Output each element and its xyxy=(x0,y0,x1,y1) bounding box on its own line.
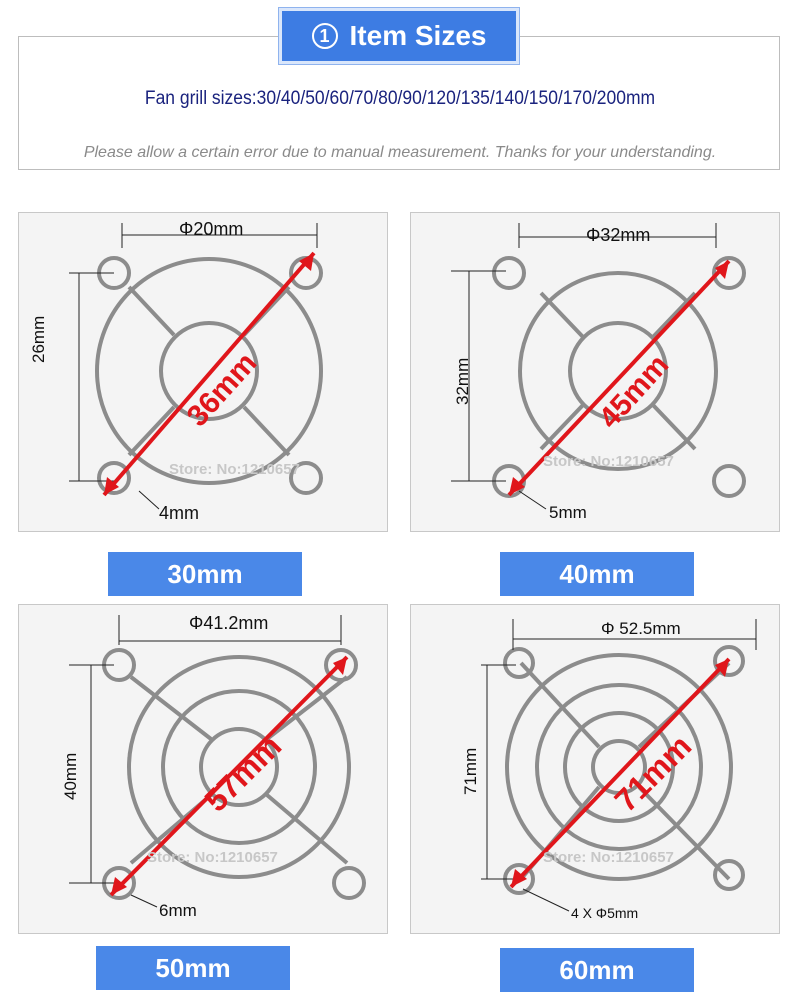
height-label: 40mm xyxy=(61,752,80,800)
height-label: 32mm xyxy=(453,357,472,405)
fan-grill-sizes-text: Fan grill sizes:30/40/50/60/70/80/90/120/135/140/150/170/200mm xyxy=(144,88,656,109)
size-label-60mm: 60mm xyxy=(500,948,694,992)
watermark: Store: No:1210657 xyxy=(169,461,300,478)
watermark: Store: No:1210657 xyxy=(543,453,674,470)
watermark: Store: No:1210657 xyxy=(147,849,278,866)
diameter-label: Φ32mm xyxy=(586,225,651,245)
size-label-50mm: 50mm xyxy=(96,946,290,990)
diagonal-label: 45mm xyxy=(592,348,676,435)
grill-panel-60mm xyxy=(410,604,780,934)
watermark: Store: No:1210657 xyxy=(543,849,674,866)
section-title: Item Sizes xyxy=(349,20,487,51)
grill-diagram-30mm xyxy=(19,213,388,532)
section-number: 1 xyxy=(312,23,338,49)
measurement-note: Please allow a certain error due to manual measurement. Thanks for your understanding. xyxy=(83,144,717,161)
diagonal-label: 71mm xyxy=(607,727,699,819)
size-label-40mm: 40mm xyxy=(500,552,694,596)
size-label-30mm: 30mm xyxy=(108,552,302,596)
grill-panel-40mm xyxy=(410,212,780,532)
diameter-label: Φ20mm xyxy=(179,219,244,239)
hole-label: 5mm xyxy=(549,503,587,522)
height-label: 71mm xyxy=(461,747,480,795)
hole-label: 6mm xyxy=(159,901,197,920)
grill-panel-30mm xyxy=(18,212,388,532)
title-badge xyxy=(279,8,519,64)
hole-label: 4 X Φ5mm xyxy=(571,905,639,921)
diameter-label: Φ 52.5mm xyxy=(601,619,681,638)
hole-label: 4mm xyxy=(159,503,199,523)
grill-panel-50mm xyxy=(18,604,388,934)
diameter-label: Φ41.2mm xyxy=(189,613,269,633)
diagonal-label: 57mm xyxy=(197,727,289,819)
height-label: 26mm xyxy=(29,315,48,363)
diagonal-label: 36mm xyxy=(180,346,264,433)
